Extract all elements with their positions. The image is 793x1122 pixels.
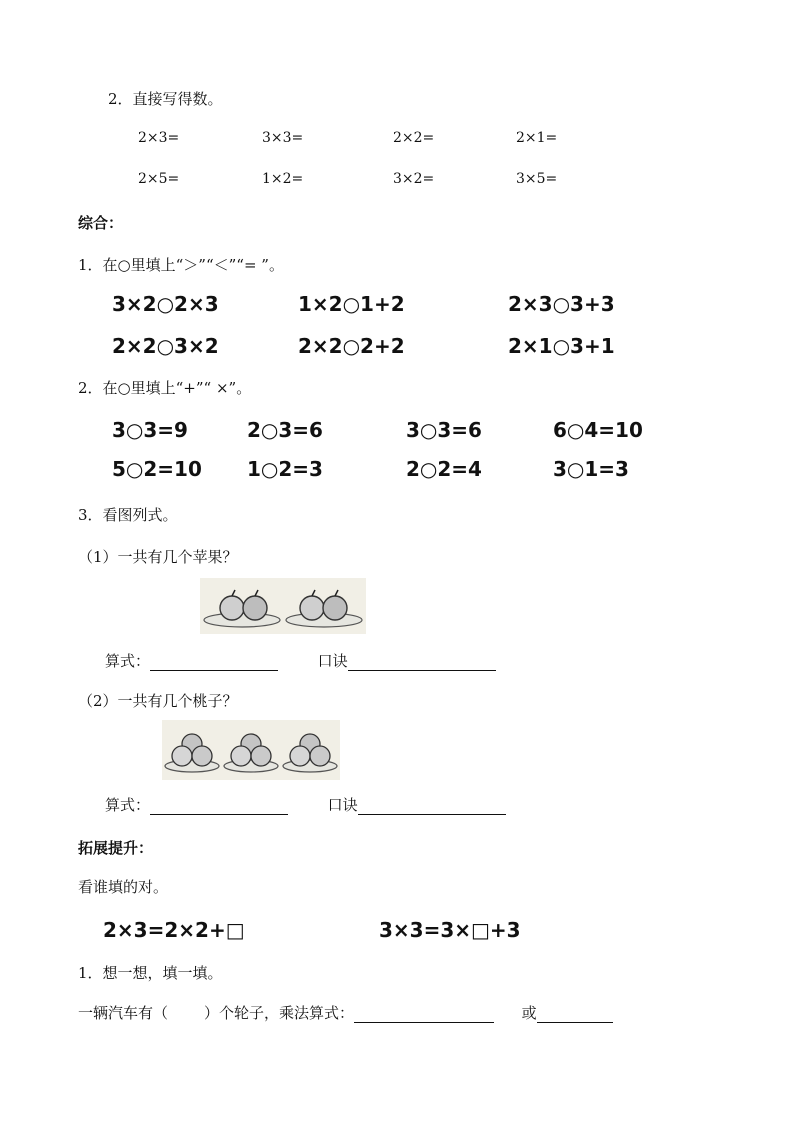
formula-label: 算式： — [105, 796, 151, 814]
operator-item: 1○2=3 — [247, 457, 323, 481]
section-title-direct-answers: 2．直接写得数。 — [108, 90, 223, 108]
alternative-answer-line[interactable] — [537, 1006, 613, 1023]
car-text-a: 一辆汽车有（ — [78, 1004, 169, 1022]
operator-item: 2○2=4 — [406, 457, 482, 481]
compare-item: 2×3○3+3 — [508, 292, 615, 316]
formula-answer-line[interactable] — [150, 654, 278, 671]
arith-item: 3×5= — [516, 171, 558, 187]
answer-row-apples — [105, 650, 496, 671]
question-apples: （1）一共有几个苹果？ — [78, 548, 238, 566]
operator-item: 2○3=6 — [247, 418, 323, 442]
operator-item: 6○4=10 — [553, 418, 643, 442]
arith-item: 2×1= — [516, 130, 558, 146]
rhyme-label: 口诀 — [317, 652, 348, 670]
arith-item: 1×2= — [262, 171, 304, 187]
rhyme-answer-line[interactable] — [348, 654, 496, 671]
question-operators-title: 2．在○里填上“+”“ ×”。 — [78, 379, 252, 397]
formula-answer-line[interactable] — [150, 798, 288, 815]
operator-item: 5○2=10 — [112, 457, 202, 481]
operator-item: 3○3=6 — [406, 418, 482, 442]
formula-label: 算式： — [105, 652, 151, 670]
operator-item: 3○1=3 — [553, 457, 629, 481]
multiplication-answer-line[interactable] — [354, 1006, 494, 1023]
arith-item: 3×3= — [262, 130, 304, 146]
question-compare-title: 1．在○里填上“＞”“＜”“= ”。 — [78, 256, 284, 274]
apples-on-plates-icon — [200, 578, 366, 634]
compare-item: 2×2○3×2 — [112, 334, 219, 358]
question-peaches: （2）一共有几个桃子？ — [78, 692, 238, 710]
rhyme-answer-line[interactable] — [358, 798, 506, 815]
fill-box-equation: 3×3=3×□+3 — [379, 918, 521, 942]
arith-item: 2×3= — [138, 130, 180, 146]
car-text-b: ）个轮子，乘法算式： — [204, 1004, 355, 1022]
question-picture-title: 3．看图列式。 — [78, 506, 178, 524]
compare-item: 1×2○1+2 — [298, 292, 405, 316]
fill-box-equation: 2×3=2×2+□ — [103, 918, 245, 942]
or-label: 或 — [521, 1004, 537, 1022]
peaches-on-plates-icon — [162, 720, 340, 780]
heading-comprehensive: 综合： — [78, 214, 124, 232]
heading-extension: 拓展提升： — [78, 839, 154, 857]
arith-item: 3×2= — [393, 171, 435, 187]
car-wheels-row — [78, 1002, 613, 1023]
question-think-fill: 1．想一想，填一填。 — [78, 964, 223, 982]
compare-item: 2×1○3+1 — [508, 334, 615, 358]
compare-item: 2×2○2+2 — [298, 334, 405, 358]
arith-item: 2×2= — [393, 130, 435, 146]
operator-item: 3○3=9 — [112, 418, 188, 442]
rhyme-label: 口诀 — [327, 796, 358, 814]
answer-row-peaches — [105, 794, 506, 815]
arith-item: 2×5= — [138, 171, 180, 187]
compare-item: 3×2○2×3 — [112, 292, 219, 316]
extension-subtitle: 看谁填的对。 — [78, 878, 169, 896]
